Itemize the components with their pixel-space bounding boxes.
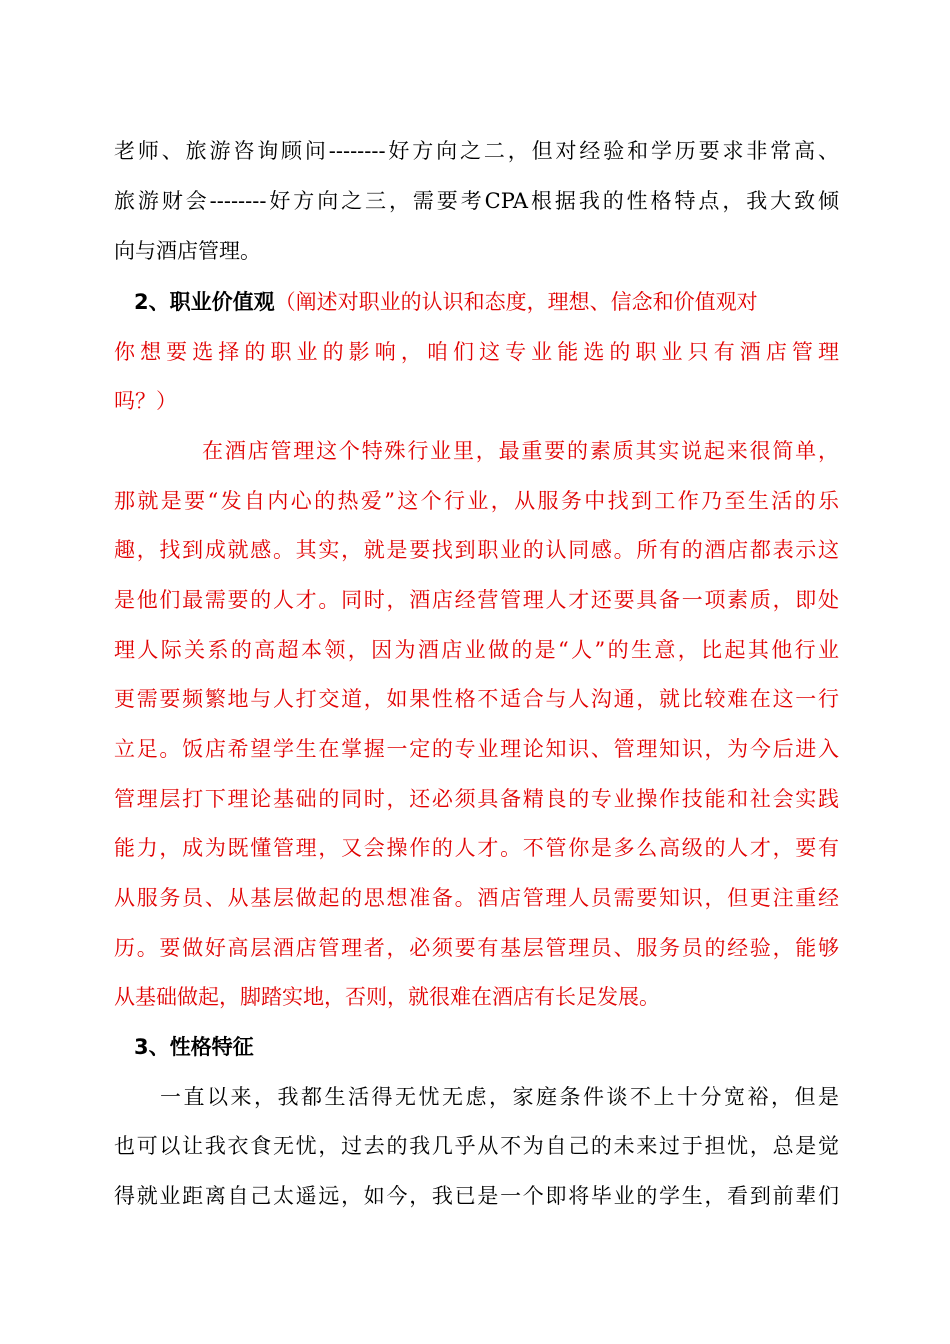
paragraph-line: 更需要频繁地与人打交道，如果性格不适合与人沟通，就比较难在这一行 bbox=[114, 687, 839, 711]
paragraph-line: 旅游财会--------好方向之三，需要考CPA根据我的性格特点，我大致倾 bbox=[114, 189, 839, 213]
paragraph-line: 也可以让我衣食无忧，过去的我几乎从不为自己的未来过于担忧，总是觉 bbox=[114, 1134, 839, 1158]
section-prompt-line: 吗？） bbox=[114, 389, 177, 413]
paragraph-line: 是他们最需要的人才。同时，酒店经营管理人才还要具备一项素质，即处 bbox=[114, 588, 839, 612]
paragraph-line: 向与酒店管理。 bbox=[114, 239, 261, 263]
section-heading-line bbox=[134, 1032, 839, 1062]
section-prompt: （阐述对职业的认识和态度，理想、信念和价值观对 bbox=[274, 290, 758, 314]
section-prompt-line: 你想要选择的职业的影响，咱们这专业能选的职业只有酒店管理 bbox=[114, 340, 839, 364]
paragraph-line: 立足。饭店希望学生在掌握一定的专业理论知识、管理知识，为今后进入 bbox=[114, 737, 839, 761]
paragraph-line: 老师、旅游咨询顾问--------好方向之二，但对经验和学历要求非常高、 bbox=[114, 139, 839, 163]
paragraph-line: 在酒店管理这个特殊行业里，最重要的素质其实说起来很简单， bbox=[202, 439, 839, 463]
paragraph-line: 历。要做好高层酒店管理者，必须要有基层管理员、服务员的经验，能够 bbox=[114, 936, 839, 960]
section-heading: 2、职业价值观 bbox=[134, 290, 275, 314]
section-heading: 3、性格特征 bbox=[134, 1035, 254, 1059]
paragraph-line: 管理层打下理论基础的同时，还必须具备精良的专业操作技能和社会实践 bbox=[114, 787, 839, 811]
paragraph-line: 从基础做起，脚踏实地，否则，就很难在酒店有长足发展。 bbox=[114, 985, 660, 1009]
section-heading-line bbox=[134, 287, 839, 317]
paragraph-line: 趣，找到成就感。其实，就是要找到职业的认同感。所有的酒店都表示这 bbox=[114, 538, 839, 562]
paragraph-line: 一直以来，我都生活得无忧无虑，家庭条件谈不上十分宽裕，但是 bbox=[160, 1085, 839, 1109]
paragraph-line: 那就是要“发自内心的热爱”这个行业，从服务中找到工作乃至生活的乐 bbox=[114, 489, 839, 513]
paragraph-line: 能力，成为既懂管理，又会操作的人才。不管你是多么高级的人才，要有 bbox=[114, 836, 839, 860]
paragraph-line: 从服务员、从基层做起的思想准备。酒店管理人员需要知识，但更注重经 bbox=[114, 886, 839, 910]
paragraph-line: 理人际关系的高超本领，因为酒店业做的是“人”的生意，比起其他行业 bbox=[114, 638, 839, 662]
paragraph-line: 得就业距离自己太遥远，如今，我已是一个即将毕业的学生，看到前辈们 bbox=[114, 1184, 839, 1208]
